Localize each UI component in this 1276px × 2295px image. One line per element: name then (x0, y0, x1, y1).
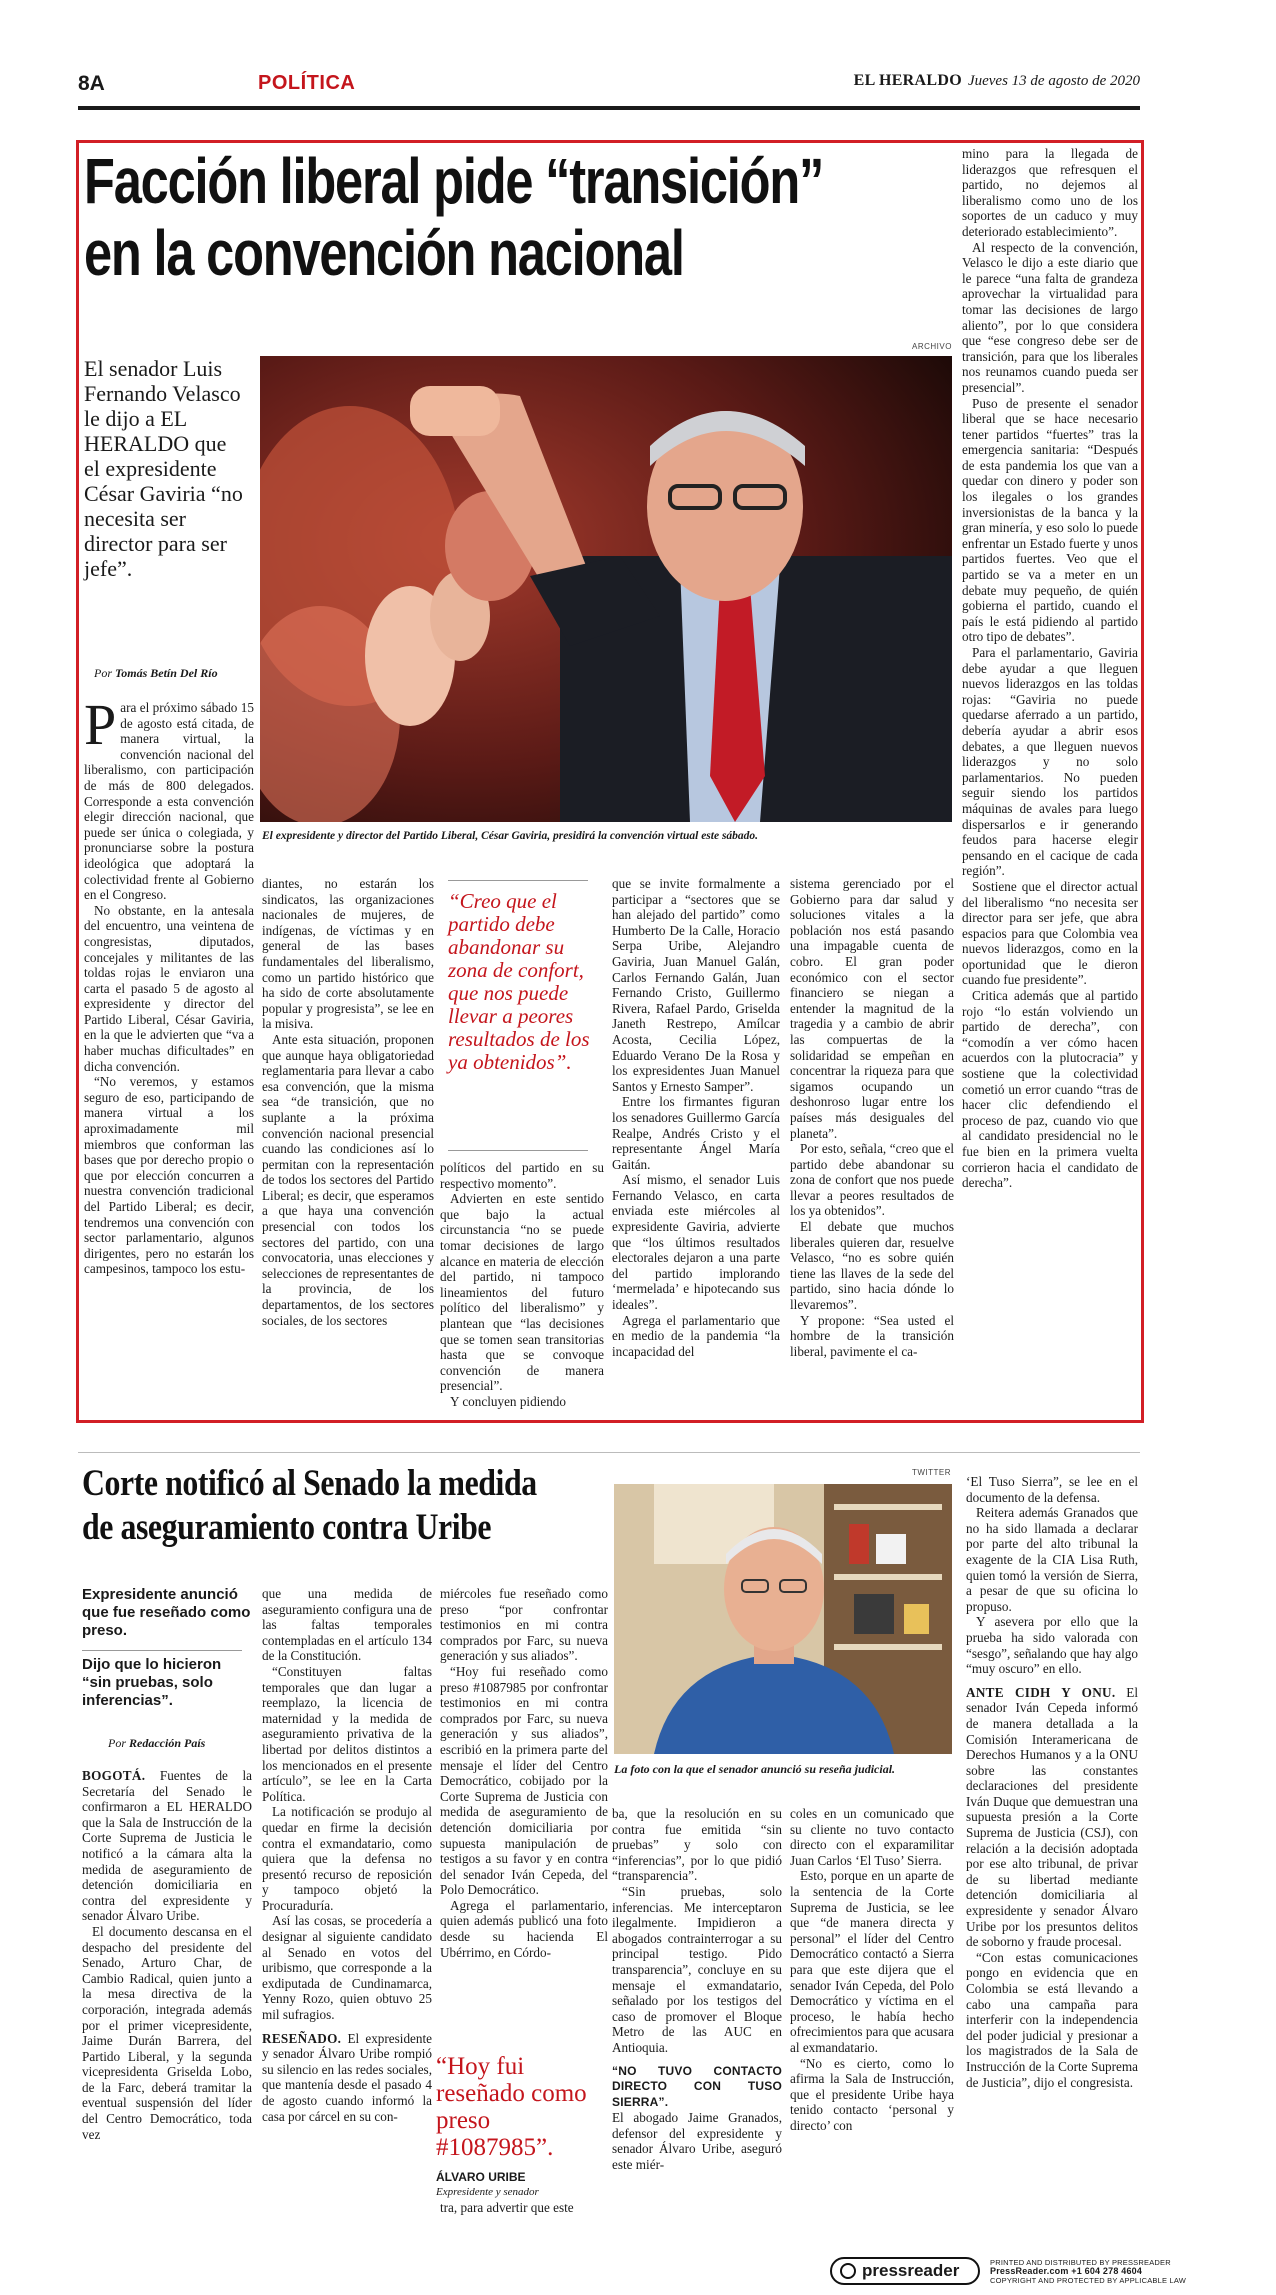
article1-deck: El senador Luis Fernando Velasco le dijo a EL HERALDO que el expresidente César Gaviria “no necesita ser director para ser jefe”. (84, 356, 243, 581)
newspaper-name: EL HERALDO (853, 72, 962, 89)
article2-author: Redacción País (129, 1736, 206, 1750)
article1-paragraph: políticos del partido en su respectivo momento”. (440, 1160, 604, 1191)
section-title: POLÍTICA (258, 72, 356, 94)
article2-deck-2: Dijo que lo hicieron “sin pruebas, solo inferencias”. (82, 1656, 222, 1709)
header-rule (78, 106, 1140, 110)
page-header (78, 62, 1140, 110)
article1-paragraph: diantes, no estarán los sindicatos, las organizaciones nacionales de mujeres, de indígenas, de víctimas y en general de las bases fundamentales del liberalismo, como un partido histórico que ha sido de corte absolutamente popular y progresista”, se lee en la misiva. (262, 876, 434, 1032)
photo-cesar-gaviria (260, 356, 952, 822)
article2-headline-line1: Corte notificó al Senado la medida (82, 1463, 537, 1504)
photo2-caption: La foto con la que el senador anunció su reseña judicial. (614, 1762, 896, 1776)
article1-paragraph: Critica además que al partido rojo “lo están volviendo un partido de derecha”, con “comodín a ver cómo hacen acuerdos con la plutocracia” y sostiene que la colectividad cometió un error cuando “tras de hacer clic defendiendo el proceso de paz, cuando vio que al candidato presidencial no le fue bien en la primera vuelta corrieron hacia el candidato de derecha”. (962, 988, 1138, 1191)
article2-column-3 (440, 1586, 608, 1960)
article2-deck-1: Expresidente anunció que fue reseñado como preso. (82, 1586, 251, 1639)
article2-paragraph: Reitera además Granados que no ha sido llamada a declarar por parte del alto tribunal la exagente de la CIA Lisa Ruth, quien tomó la versión de Sierra, a pesar de que su oficina lo propuso. (966, 1505, 1138, 1614)
article2-paragraph: coles en un comunicado que su cliente no tuvo contacto directo con el exparamilitar Juan Carlos ‘El Tuso’ Sierra. (790, 1806, 954, 1868)
article1-paragraph: mino para la llegada de liderazgos que refresquen el partido, no dejemos al liberalismo como uno de los soportes de un caduco y muy deteriorado establecimiento”. (962, 146, 1138, 239)
article1-paragraph: sistema gerenciado por el Gobierno para dar salud y soluciones vitales a la población nos está pasando una impagable cuenta de cobro. El gran poder económico con el sector financiero se niegan a entender la magnitud de la tragedia y a cambio de abrir las compuertas de la solidaridad se empeñan en concentrar la riqueza para que sigamos ocupando un deshonroso lugar entre los países más desiguales del planeta”. (790, 876, 954, 1141)
article2-column-5 (790, 1806, 954, 2133)
article2-headline-line2: de aseguramiento contra Uribe (82, 1507, 492, 1548)
article1-paragraph: Advierten en este sentido que bajo la actual circunstancia “no se puede tomar decisiones de largo alcance en materia de elección del partido, ni tampoco lineamientos del futuro político del liberalismo” y plantean que “las decisiones que se tomen sean transitorias hasta que se convoque convención de manera presencial”. (440, 1191, 604, 1394)
article2-paragraph: tra, para advertir que este (440, 2200, 574, 2215)
article1-paragraph: Puso de presente el senador liberal que se hace necesario tener partidos “fuertes” tras la emergencia sanitaria: “Después de esta pandemia los que van a quedar con dinero y poder son los ilegales o los grandes inversionistas de la banca y la gran minería, y eso solo lo puede enfrentar un Estado fuerte y unos partidos fuertes. Veo que el partido se va a meter en un debate muy pequeño, de quién gobierna el partido, cuando el país le está pidiendo al partido otro tipo de debates”. (962, 395, 1138, 645)
photo1-caption: El expresidente y director del Partido Liberal, César Gaviria, presidirá la convención virtual este sábado. (262, 830, 759, 842)
article1-column-2 (262, 876, 434, 1328)
article1-paragraph: “No veremos, y estamos seguro de eso, participando de manera virtual a los aproximadamente mil miembros que conforman las bases que por derecho propio o que por elección concurren a nuestra convención tradicional del Partido Liberal; es decir, tendremos una convención con sector parlamentario, algunos dirigentes, pero no estarán los campesinos, tampoco los estu- (84, 1074, 254, 1277)
article2-paragraph: ‘El Tuso Sierra”, se lee en el documento de la defensa. (966, 1474, 1138, 1505)
article2-paragraph: “Hoy fui reseñado como preso #1087985 por confrontar testimonios en mi contra comprados por Farc, su nueva generación y sus aliados”, escribió en la primera parte del mensaje el líder del Centro Democrático, cobijado por la Corte Suprema de Justicia con medida de aseguramiento de detención domiciliaria por supuesta manipulación de testigos a su favor y en contra del senador Iván Cepeda, del Polo Democrático. (440, 1663, 608, 1898)
article2-paragraph: ba, que la resolución en su contra fue emitida “sin pruebas” y solo con “inferencias”, por lo que pidió “transparencia”. (612, 1806, 782, 1884)
subhead-resenado: RESEÑADO. (262, 2030, 342, 2046)
article1-headline-line2: en la convención nacional (84, 217, 684, 289)
deck-divider (82, 1650, 242, 1651)
photo1-credit: ARCHIVO (912, 342, 952, 351)
article1-column-6 (962, 146, 1138, 1191)
article2-column-1 (82, 1768, 252, 2142)
article-separator (78, 1452, 1140, 1453)
article2-paragraph: que una medida de aseguramiento configura una de las faltas temporales contempladas en el artículo 134 de la Constitución. (262, 1586, 432, 1664)
pressreader-logo[interactable]: pressreader (830, 2257, 980, 2285)
pressreader-icon (840, 2263, 856, 2279)
article2-paragraph: Esto, porque en un aparte de la sentencia de la Corte Suprema de Justicia, se lee que “de manera directa y personal” el líder del Centro Democrático contactó a Sierra para que este dijera que el senador Iván Cepeda, del Polo Democrático y víctima en el proceso, le había hecho ofrecimientos para que acusara al exmandatario. (790, 1868, 954, 2055)
dateline: BOGOTÁ. (82, 1768, 146, 1783)
article2-paragraph: Y asevera por ello que la prueba ha sido valorada con “sesgo”, señalando que hay algo “muy oscuro” en ello. (966, 1614, 1138, 1677)
photo-alvaro-uribe (614, 1484, 952, 1754)
pullquote-rule-bottom (448, 1150, 588, 1151)
article2-paragraph: RESEÑADO. El expresidente y senador Álvaro Uribe rompió su silencio en las redes sociales, que mantenía desde el pasado 4 de agosto cuando informó la casa por cárcel en su con- (262, 2030, 432, 2124)
article2-pullquote: “Hoy fui reseñado como preso #1087985”. (436, 2053, 587, 2161)
photo2-credit: TWITTER (912, 1468, 952, 1477)
article1-column-1 (84, 692, 254, 1277)
subhead-tuso-sierra: “NO TUVO CONTACTO DIRECTO CON TUSO SIERRA”. (612, 2063, 782, 2109)
article1-paragraph: El debate que muchos liberales quieren dar, resuelve Velasco, “no es sobre quién tiene las llaves de la sede del partido, sino hacia dónde lo llevaremos”. (790, 1219, 954, 1313)
article2-paragraph: BOGOTÁ. Fuentes de la Secretaría del Senado le confirmaron a EL HERALDO que la Sala de Instrucción de la Corte Suprema de Justicia le notificó a la cámara alta la medida de aseguramiento de detención domiciliaria en contra del expresidente y senador Álvaro Uribe. (82, 1768, 252, 1924)
article2-paragraph: “Constituyen faltas temporales que dan lugar a reemplazo, la licencia de maternidad y la medida de aseguramiento privativa de la libertad por delitos distintos a los mencionados en el presente artículo”, se lee en la Carta Política. (262, 1663, 432, 1804)
pullquote-rule-top (448, 880, 588, 881)
article1-paragraph: Agrega el parlamentario que en medio de la pandemia “la incapacidad del (612, 1312, 780, 1359)
article2-column-2 (262, 1586, 432, 2124)
article1-paragraph: Por esto, señala, “creo que el partido debe abandonar su zona de confort que nos puede llevar a peores resultados de los ya obtenidos”. (790, 1141, 954, 1219)
article2-paragraph: “Sin pruebas, solo inferencias. Me interceptaron ilegalmente. Impidieron a abogados contrainterrogar a su principal testigo. Pido transparencia”, concluye en su mensaje el exmandatario, señalado por los testigos del caso de promover el Bloque Metro de las AUC en Antioquia. (612, 1883, 782, 2055)
pullquote-role: Expresidente y senador (436, 2186, 539, 2198)
article1-column-3 (440, 1160, 604, 1410)
masthead-date (854, 72, 1140, 90)
article1-paragraph: que se invite formalmente a participar a “sectores que se han alejado del partido” como Humberto De la Calle, Horacio Serpa Uribe, Alejandro Gaviria, Juan Manuel Galán, Carlos Fernando Galán, Juan Fernando Cristo, Guillermo Rivera, Rafael Pardo, Griselda Janeth Restrepo, Amílcar Acosta, Cecilia López, Eduardo Verano De la Rosa y los expresidentes Juan Manuel Santos y Ernesto Samper”. (612, 876, 780, 1094)
dropcap: P (84, 692, 117, 757)
article2-deck (82, 1586, 252, 1710)
subhead-cidh-onu: ANTE CIDH Y ONU. (966, 1684, 1116, 1700)
article2-paragraph: miércoles fue reseñado como preso “por confrontar testimonios en mi contra comprados por Farc, su nueva generación y sus aliados”. (440, 1586, 608, 1664)
article2-column-3-tail (440, 2200, 608, 2216)
article2-paragraph: “Con estas comunicaciones pongo en evidencia que en Colombia se está llevando a cabo una campaña para interferir con la independencia del poder judicial y presionar a los magistrados de la Sala de Instrucción de la Corte Suprema de Justicia”, dijo el congresista. (966, 1949, 1138, 2090)
article1-paragraph: Al respecto de la convención, Velasco le dijo a este diario que le parece “una falta de grandeza aprovechar la virtualidad para tomar las decisiones de largo aliento”, por lo que considera que “ese congreso debe ser de transición, para que los liberales nos reunamos cuando pueda ser presencial”. (962, 239, 1138, 395)
article2-byline: Por Redacción País (108, 1736, 206, 1750)
article1-column-4 (612, 876, 780, 1359)
article1-column-5 (790, 876, 954, 1359)
article2-paragraph: “No es cierto, como lo afirma la Sala de Instrucción, que el presidente Uribe haya tenido contacto ‘personal y directo’ con (790, 2055, 954, 2133)
article1-headline-line1: Facción liberal pide “transición” (84, 145, 824, 217)
article1-byline: Por Tomás Betín Del Río (94, 666, 218, 680)
article2-paragraph: Agrega el parlamentario, quien además publicó una foto desde su hacienda El Ubérrimo, en Córdo- (440, 1897, 608, 1960)
page-number: 8A (78, 72, 105, 95)
article2-paragraph: ANTE CIDH Y ONU. El senador Iván Cepeda informó de manera detallada a la Comisión Interamericana de Derechos Humanos y a la ONU sobre las constantes declaraciones del presidente Iván Duque que demuestran una supuesta presión a la Corte Suprema de Justicia (CSJ), con relación a la decisión adoptada por ese alto tribunal, de privar de su libertad mediante detención domiciliaria al expresidente y senador Álvaro Uribe por los presuntos delitos de soborno y fraude procesal. (966, 1684, 1138, 1950)
article1-paragraph: Entre los firmantes figuran los senadores Guillermo García Realpe, Andrés Cristo y el representante Ángel María Gaitán. (612, 1094, 780, 1172)
photo2-illustration (614, 1484, 952, 1754)
article2-column-4 (612, 1806, 782, 2173)
article1-author: Tomás Betín Del Río (115, 666, 218, 680)
article1-pullquote: “Creo que el partido debe abandonar su zona de confort, que nos puede llevar a peores resultados de los ya obtenidos”. (448, 889, 590, 1074)
article2-paragraph: El documento descansa en el despacho del presidente del Senado, Arturo Char, de Cambio Radical, quien junto a la mesa directiva de la corporación, integrada además por el primer vicepresidente, Jaime Durán Barrera, del Partido Liberal, y la segunda vicepresidenta Griselda Lobo, de la Farc, deberá tramitar la eventual suspensión del líder del Centro Democrático, toda vez (82, 1923, 252, 2142)
article1-paragraph: Para el próximo sábado 15 de agosto está citada, de manera virtual, la convención nacional del liberalismo, con participación de más de 800 delegados. Corresponde a esta convención elegir dirección nacional, que puede ser única o colegiada, y pronunciarse sobre la postura ideológica que adoptará la colectividad frente al Gobierno en el Congreso. (84, 692, 254, 903)
pullquote-attribution: ÁLVARO URIBE (436, 2170, 526, 2184)
article2-paragraph: El abogado Jaime Granados, defensor del expresidente y senador Álvaro Uribe, aseguró este miér- (612, 2110, 782, 2173)
article1-paragraph: Y propone: “Sea usted el hombre de la transición liberal, pavimente el ca- (790, 1312, 954, 1359)
article2-column-6 (966, 1474, 1138, 2090)
article1-paragraph: Para el parlamentario, Gaviria debe ayudar a que lleguen nuevos liderazgos en las toldas rojas: “Gaviria no puede quedarse aferrado a un partido, debería ayudar a abrir esos debates, a que lleguen nuevos liderazgos y no solo parlamentarios. No pueden seguir siendo los partidos máquinas de avales para luego dispersarlos e ir generando feudos para hacerse elegir pensando en el cacique de cada región”. (962, 645, 1138, 879)
article1-paragraph: Ante esta situación, proponen que aunque haya obligatoriedad reglamentaria para llevar a cabo esa convención, que la misma sea “de transición, que no suplante a la próxima convención nacional presencial cuando las condiciones así lo permitan con la representación de todos los sectores del Partido Liberal; es decir, que esperamos a que haya una convención presencial con todos los sectores del partido, con una convocatoria, unas elecciones y selecciones de representantes de la provincia, de los departamentos, de los sectores sociales, de los sectores (262, 1031, 434, 1328)
article2-paragraph: Así las cosas, se procedería a designar al siguiente candidato al Senado en votos del uribismo, que corresponde a la exdiputada de Cundinamarca, Yenny Rozo, quien obtuvo 25 mil sufragios. (262, 1913, 432, 2023)
article1-paragraph: Así mismo, el senador Luis Fernando Velasco, en carta enviada este miércoles al expresidente Gaviria, advierte que “los últimos resultados electorales dejaron a una parte del partido implorando ‘mermelada’ e hipotecando sus ideales”. (612, 1172, 780, 1313)
issue-date: Jueves 13 de agosto de 2020 (967, 73, 1140, 89)
article1-paragraph: No obstante, en la antesala del encuentro, una veintena de congresistas, diputados, concejales y militantes de las toldas rojas le enviaron una carta el pasado 5 de agosto al expresidente y director del Partido Liberal, César Gaviria, en la que le advierten que “va a haber muchas dificultades” en dicha convención. (84, 902, 254, 1074)
photo1-illustration (260, 356, 952, 822)
article1-paragraph: Sostiene que el director actual del liberalismo “no necesita ser director para ser jefe, que abra espacios para que Colombia vea nuevos liderazgos, como en la oportunidad que le dieron cuando fue presidente”. (962, 878, 1138, 988)
article1-paragraph: Y concluyen pidiendo (450, 1393, 566, 1409)
article2-paragraph: La notificación se produjo al quedar en firme la decisión contra el exmandatario, como quiera que la defensa no presentó recurso de reposición y tampoco objetó la Procuraduría. (262, 1804, 432, 1913)
pressreader-meta: PRINTED AND DISTRIBUTED BY PRESSREADER PressReader.com +1 604 278 4604 COPYRIGHT AND PROTECTED BY APPLICABLE LAW (990, 2258, 1187, 2285)
